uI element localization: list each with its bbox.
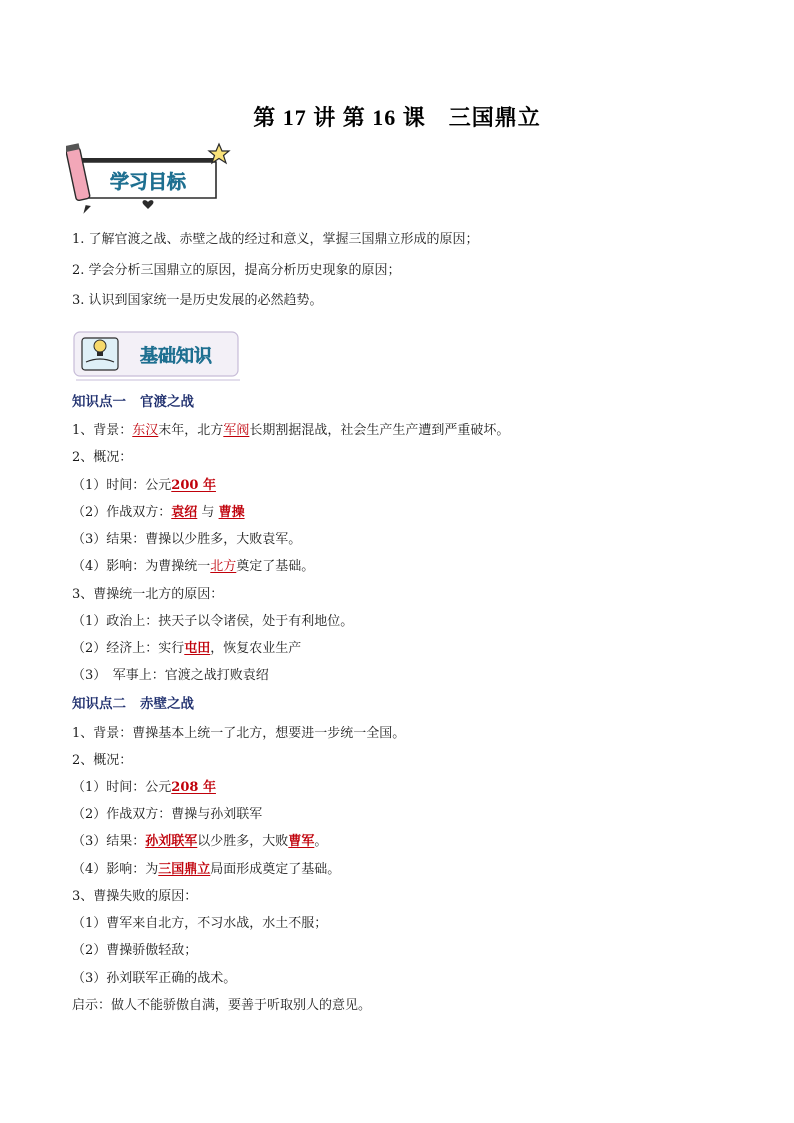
kp2-time: （1）时间：公元208 年 xyxy=(72,780,216,795)
highlight-north: 北方 xyxy=(210,559,237,574)
kp2-heading xyxy=(72,695,194,713)
kp1-heading xyxy=(72,393,194,411)
kp1-result: （3）结果：曹操以少胜多，大败袁军。 xyxy=(72,532,302,547)
highlight-allied-army: 孙刘联军 xyxy=(145,834,198,849)
kp2-heading-num: 知识点二 xyxy=(72,696,126,712)
kp1-reason-1: （1）政治上：挟天子以令诸侯，处于有利地位。 xyxy=(72,614,354,629)
basic-knowledge-label: 基础知识 xyxy=(140,346,212,367)
kp2-insight: 启示：做人不能骄傲自满，要善于听取别人的意见。 xyxy=(72,998,372,1013)
learning-goals-banner xyxy=(66,138,234,214)
goal-1: 1. 了解官渡之战、赤壁之战的经过和意义，掌握三国鼎立形成的原因； xyxy=(72,232,479,247)
heart-icon xyxy=(143,200,154,209)
kp1-overview: 2、概况： xyxy=(72,450,133,465)
kp2-background: 1、背景：曹操基本上统一了北方，想要进一步统一全国。 xyxy=(72,726,406,741)
kp1-reason-3: （3） 军事上：官渡之战打败袁绍 xyxy=(72,668,269,683)
kp2-overview: 2、概况： xyxy=(72,753,133,768)
highlight-three-kingdoms: 三国鼎立 xyxy=(158,862,211,877)
kp1-heading-title: 官渡之战 xyxy=(140,394,194,410)
learning-goals-label: 学习目标 xyxy=(109,171,187,193)
goal-3: 3. 认识到国家统一是历史发展的必然趋势。 xyxy=(72,293,323,308)
kp2-reason-2: （2）曹操骄傲轻敌； xyxy=(72,943,198,958)
kp2-result: （3）结果：孙刘联军以少胜多，大败曹军。 xyxy=(72,834,328,849)
basic-knowledge-banner xyxy=(72,326,244,384)
book-lightbulb-icon xyxy=(82,338,118,370)
highlight-warlords: 军阀 xyxy=(223,423,250,438)
kp1-background: 1、背景：东汉末年，北方军阀长期割据混战，社会生产生产遭到严重破坏。 xyxy=(72,423,510,438)
kp1-reason-2: （2）经济上：实行屯田，恢复农业生产 xyxy=(72,641,302,656)
goal-2: 2. 学会分析三国鼎立的原因，提高分析历史现象的原因； xyxy=(72,263,401,278)
highlight-year: 200 年 xyxy=(171,478,216,493)
kp2-heading-title: 赤壁之战 xyxy=(140,696,194,712)
kp1-impact: （4）影响：为曹操统一北方奠定了基础。 xyxy=(72,559,315,574)
page-title: 第 17 讲 第 16 课 三国鼎立 xyxy=(253,105,541,130)
kp2-sides: （2）作战双方：曹操与孙刘联军 xyxy=(72,807,263,822)
highlight-dynasty: 东汉 xyxy=(132,423,159,438)
kp1-reason-title: 3、曹操统一北方的原因： xyxy=(72,587,224,602)
kp2-impact: （4）影响：为三国鼎立局面形成奠定了基础。 xyxy=(72,862,341,877)
kp2-reason-1: （1）曹军来自北方，不习水战，水土不服； xyxy=(72,916,328,931)
kp1-heading-num: 知识点一 xyxy=(72,394,126,410)
highlight-year: 208 年 xyxy=(171,780,216,795)
kp1-time: （1）时间：公元200 年 xyxy=(72,478,216,493)
highlight-side-2: 曹操 xyxy=(218,505,245,520)
highlight-cao-army: 曹军 xyxy=(288,834,315,849)
kp2-reason-title: 3、曹操失败的原因： xyxy=(72,889,198,904)
highlight-tuntian: 屯田 xyxy=(184,641,211,656)
kp1-sides: （2）作战双方：袁绍 与 曹操 xyxy=(72,505,245,520)
highlight-side-1: 袁绍 xyxy=(171,505,198,520)
kp2-reason-3: （3）孙刘联军正确的战术。 xyxy=(72,971,237,986)
